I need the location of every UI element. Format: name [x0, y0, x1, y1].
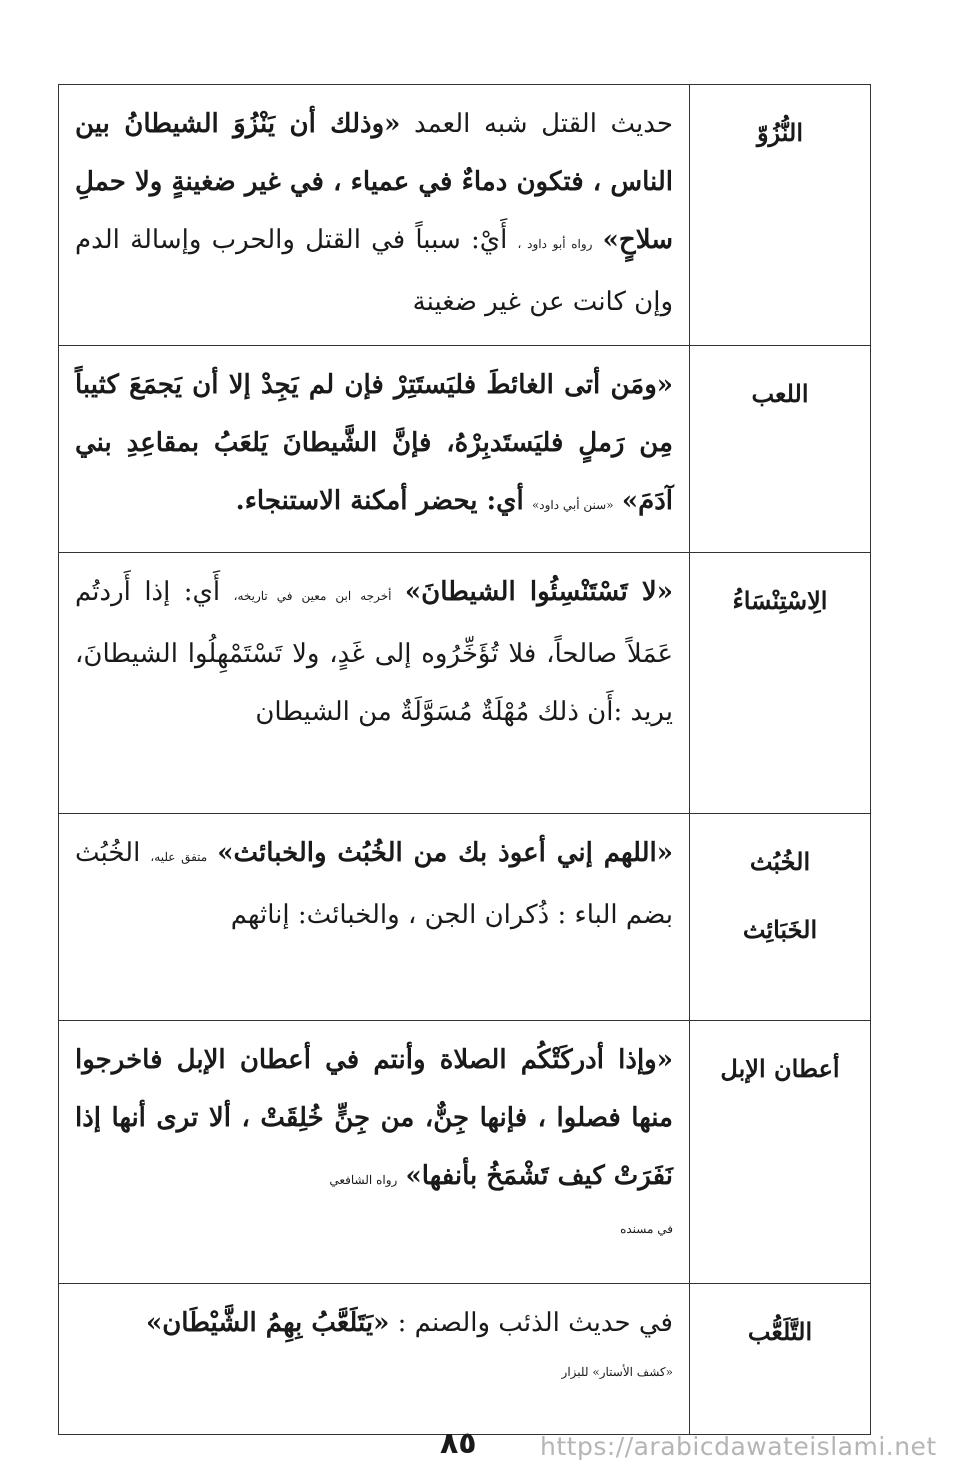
definition-explanation: الخُبُث بضم الباء : ذُكران الجن ، والخبائث: إناثهم: [75, 838, 673, 930]
term-label: الخُبُث: [749, 847, 811, 876]
glossary-row: [59, 346, 871, 553]
glossary-row: [59, 553, 871, 814]
hadith-quote: «اللهم إني أعوذ بك من الخُبُث والخبائث»: [217, 838, 674, 868]
source-note-continued: في مسنده: [620, 1222, 673, 1236]
hadith-quote: «لا تَسْتَنْسِئُوا الشيطانَ»: [404, 577, 674, 607]
definition-explanation: أي: يحضر أمكنة الاستنجاء.: [235, 486, 524, 516]
term-cell: [690, 1284, 871, 1435]
definition-cell: [59, 1021, 690, 1284]
term-label: أعطان الإبل: [720, 1054, 840, 1083]
definition-cell: [59, 346, 690, 553]
glossary-table: [58, 84, 871, 1435]
definition-explanation: أَيْ: سبباً في القتل والحرب وإسالة الدم وإن كانت عن غير ضغينة: [75, 225, 673, 317]
hadith-quote: «ومَن أتى الغائطَ فليَستَتِرْ فإن لم يَجِدْ إلا أن يَجمَعَ كثيباً مِن رَملٍ فليَستَدبِرْهُ، فإنَّ الشَّيطانَ يَلعَبُ بمقاعِدِ بني آدَمَ»: [75, 370, 673, 516]
glossary-row: [59, 1021, 871, 1284]
term-cell: [690, 553, 871, 814]
term-cell: [690, 85, 871, 346]
hadith-quote: «يَتَلَعَّبُ بِهِمُ الشَّيْطَان»: [145, 1308, 390, 1338]
term-cell: [690, 1021, 871, 1284]
term-label: الِاسْتِنْسَاءُ: [732, 586, 828, 615]
glossary-row: [59, 85, 871, 346]
hadith-quote: «وذلك أن يَنْزُوَ الشيطانُ بين الناس ، فتكون دماءٌ في عمياء ، في غير ضغينةٍ ولا حملِ سلاحٍ»: [75, 109, 674, 255]
source-note: «سنن أبي داود»: [531, 498, 614, 512]
definition-cell: [59, 85, 690, 346]
term-label: اللعب: [751, 379, 809, 408]
definition-cell: [59, 1284, 690, 1435]
term-cell: [690, 346, 871, 553]
term-label: النُّزُوّ: [756, 118, 804, 147]
source-note: «كشف الأستار» للبزار: [561, 1365, 673, 1379]
term-cell: [690, 814, 871, 1021]
term-label: التَّلَعُّب: [747, 1317, 813, 1346]
glossary-row: [59, 814, 871, 1021]
source-note: رواه أبو داود ،: [517, 237, 593, 251]
glossary-row: [59, 1284, 871, 1435]
watermark-url: https://arabicdawateislami.net: [540, 1432, 937, 1461]
source-note: رواه الشافعي: [329, 1173, 398, 1187]
definition-lead: حديث القتل شبه العمد: [414, 109, 674, 139]
source-note: متفق عليه،: [150, 850, 208, 864]
definition-cell: [59, 814, 690, 1021]
page-number: ٨٥: [440, 1426, 477, 1461]
definition-explanation: أَي: إذا أَردتُم عَمَلاً صالحاً، فلا تُؤَخِّرُوه إلى غَدٍ، ولا تَسْتَمْهِلُوا الشيطانَ، يريد :أَن ذلك مُهْلَةٌ مُسَوَّلَةٌ من الشيطان: [75, 577, 673, 727]
definition-lead: في حديث الذئب والصنم :: [397, 1308, 673, 1338]
source-note: أخرجه ابن معين في تاريخه،: [233, 589, 392, 603]
definition-cell: [59, 553, 690, 814]
hadith-quote: «وإذا أدركَتْكُم الصلاة وأنتم في أعطان الإبل فاخرجوا منها فصلوا ، فإنها جِنٌّ، من جِنٍّ خُلِقَتْ ، ألا ترى أنها إذا نَفَرَتْ كيف تَشْمَخُ بأنفها»: [75, 1045, 673, 1191]
term-label: الخَبَائِث: [742, 915, 818, 944]
